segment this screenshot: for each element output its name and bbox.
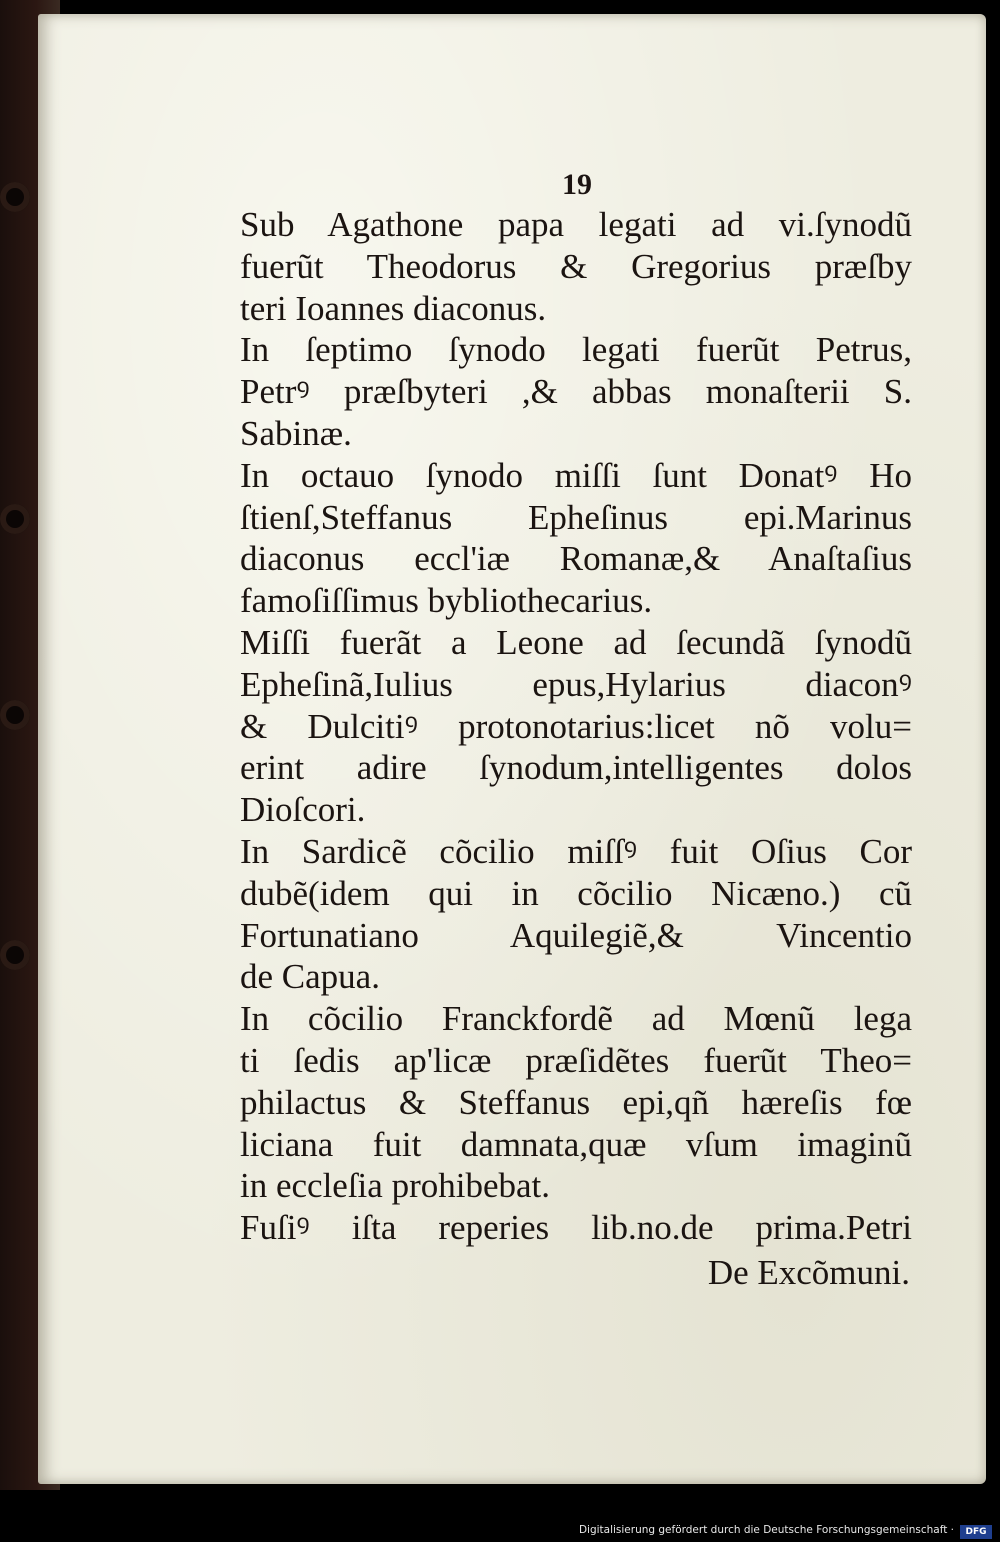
text-line: In Sardicẽ cõcilio miſſꝰ fuit Oſius Cor (240, 831, 912, 871)
text-line: philactus & Steffanus epi,qñ hæreſis fœ (240, 1082, 912, 1122)
text-line: fuerũt Theodorus & Gregorius præſby (240, 246, 912, 286)
text-line: Sabinæ. (240, 413, 352, 453)
binding-ring (0, 182, 30, 212)
text-line: & Dulcitiꝰ protonotarius:licet nõ volu= (240, 706, 912, 746)
text-line: erint adire ſynodum,intelligentes dolos (240, 748, 912, 788)
binding-ring (0, 700, 30, 730)
text-line: Sub Agathone papa legati ad vi.ſynodũ (240, 205, 912, 244)
text-line: diaconus eccl'iæ Romanæ,& Anaſtaſius (240, 539, 912, 579)
text-line: In octauo ſynodo miſſi ſunt Donatꝰ Ho (240, 455, 912, 495)
dfg-logo: DFG (960, 1525, 992, 1539)
footer-bar (0, 1522, 1000, 1542)
text-line: Epheſinã,Iulius epus,Hylarius diaconꝰ (240, 664, 912, 704)
page-text (240, 204, 912, 1249)
binding-ring (0, 940, 30, 970)
page-number: 19 (562, 168, 592, 201)
text-line: Petrꝰ præſbyteri ,& abbas monaſterii S. (240, 372, 912, 412)
text-line: Fortunatiano Aquilegiẽ,& Vincentio (240, 915, 912, 955)
catchword: De Excõmuni. (707, 1253, 910, 1292)
text-line: liciana fuit damnata,quæ vſum imaginũ (240, 1124, 912, 1164)
text-line: famoſiſſimus bybliothecarius. (240, 581, 653, 621)
text-line: In ſeptimo ſynodo legati fuerũt Petrus, (240, 330, 912, 370)
text-line: Fuſiꝰ iſta reperies lib.no.de prima.Petri (240, 1208, 912, 1248)
text-line: Miſſi fuerãt a Leone ad ſecundã ſynodũ (240, 622, 912, 662)
text-line: dubẽ(idem qui in cõcilio Nicæno.) cũ (240, 873, 912, 913)
text-line: Dioſcori. (240, 790, 366, 830)
text-line: ti ſedis ap'licæ præſidẽtes fuerũt Theo= (240, 1040, 912, 1080)
text-line: in eccleſia prohibebat. (240, 1166, 550, 1206)
text-line: In cõcilio Franckfordẽ ad Mœnũ lega (240, 999, 912, 1039)
text-line: ſtienſ,Steffanus Epheſinus epi.Marinus (240, 497, 912, 537)
text-line: de Capua. (240, 957, 380, 997)
text-line: teri Ioannes diaconus. (240, 288, 547, 328)
funding-credit: Digitalisierung gefördert durch die Deutsche Forschungsgemeinschaft · (578, 1524, 954, 1536)
binding-ring (0, 504, 30, 534)
